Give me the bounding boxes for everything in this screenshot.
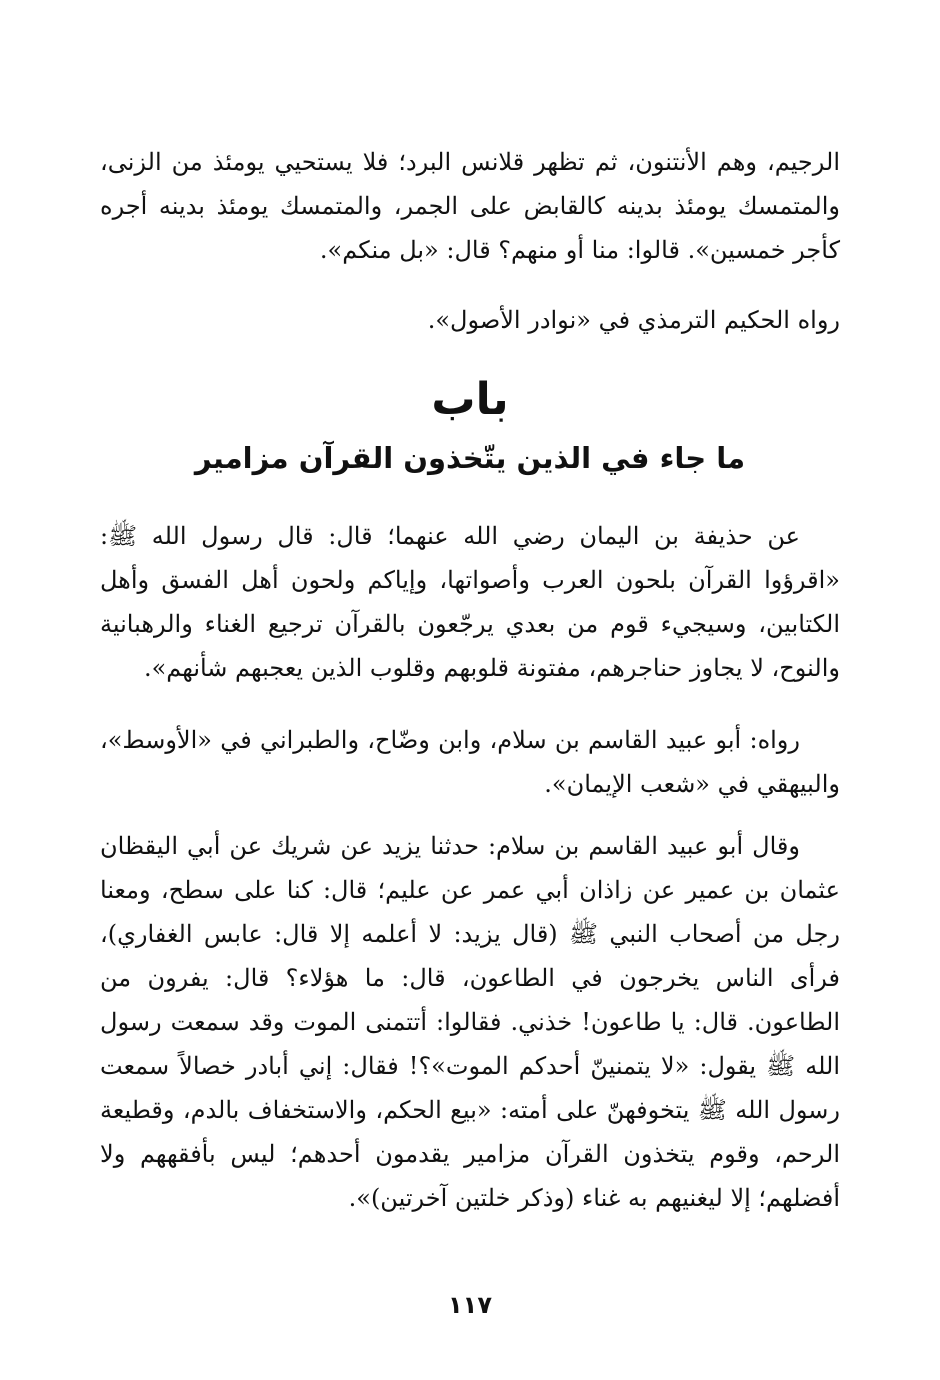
paragraph-text: رواه الحكيم الترمذي في «نوادر الأصول». — [427, 306, 840, 334]
narrators-paragraph — [100, 718, 840, 806]
chapter-label: باب — [431, 374, 509, 425]
hadith-paragraph — [100, 514, 840, 690]
paragraph-text: عن حذيفة بن اليمان رضي الله عنهما؛ قال: قال رسول الله ﷺ: «اقرؤوا القرآن بلحون العرب وأصواتها، وإياكم ولحون أهل الفسق وأهل الكتابين، وسيجيء قوم من بعدي يرجّعون بالقرآن ترجيع الغناء والرهبانية والنوح، لا يجاوز حناجرهم، مفتونة قلوبهم وقلوب الذين يعجبهم شأنهم». — [100, 522, 840, 682]
narration-paragraph — [100, 824, 840, 1220]
chapter-title: ما جاء في الذين يتّخذون القرآن مزامير — [194, 441, 746, 475]
paragraph-text: الرجيم، وهم الأنتنون، ثم تظهر قلانس البرد؛ فلا يستحيي يومئذ من الزنى، والمتمسك يومئذ بدينه كالقابض على الجمر، والمتمسك يومئذ بدينه أجره كأجر خمسين». قالوا: منا أو منهم؟ قال: «بل منكم». — [100, 148, 841, 264]
hadith-continuation-paragraph — [100, 140, 840, 272]
source-citation-paragraph — [100, 298, 840, 342]
paragraph-text: وقال أبو عبيد القاسم بن سلام: حدثنا يزيد عن شريك عن أبي اليقظان عثمان بن عمير عن زاذان أبي عمر عن عليم؛ قال: كنا على سطح، ومعنا رجل من أصحاب النبي ﷺ (قال يزيد: لا أعلمه إلا قال: عابس الغفاري)، فرأى الناس يخرجون في الطاعون، قال: ما هؤلاء؟ قال: يفرون من الطاعون. قال: يا طاعون! خذني. فقالوا: أتتمنى الموت وقد سمعت رسول الله ﷺ يقول: «لا يتمنينّ أحدكم الموت»؟! فقال: إني أبادر خصالاً سمعت رسول الله ﷺ يتخوفهنّ على أمته: «بيع الحكم، والاستخفاف بالدم، وقطيعة الرحم، وقوم يتخذون القرآن مزامير يقدمون أحدهم؛ ليس بأفقههم ولا أفضلهم؛ إلا ليغنيهم به غناء (وذكر خلتين آخرتين)». — [100, 832, 840, 1212]
paragraph-text: رواه: أبو عبيد القاسم بن سلام، وابن وضّاح، والطبراني في «الأوسط»، والبيهقي في «شعب الإيمان». — [100, 726, 840, 798]
page-number: ١١٧ — [448, 1291, 492, 1319]
